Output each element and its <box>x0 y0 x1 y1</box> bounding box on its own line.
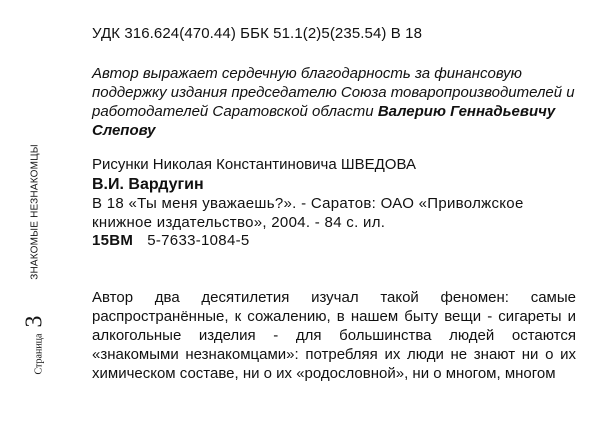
isbn-value: 5-7633-1084-5 <box>147 232 250 249</box>
bibliographic-record: В 18 «Ты меня уважаешь?». - Саратов: ОАО «Приволжское книжное издательство», 2004. - 84 с. ил. <box>92 195 524 231</box>
catalog-codes: УДК 316.624(470.44) ББК 51.1(2)5(235.54) В 18 <box>92 25 423 42</box>
page-number-marker <box>22 316 49 375</box>
isbn-line <box>92 232 250 249</box>
acknowledgement <box>92 64 576 140</box>
running-title: ЗНАКОМЫЕ НЕЗНАКОМЦЫ <box>29 144 41 280</box>
page-number: 3 <box>21 315 48 328</box>
sponsor-name: Валерию Геннадьевичу Слепову <box>92 103 556 139</box>
acknowledgement-text: Автор выражает сердечную благодарность за финансовую поддержку издания председателю Союза товаропроизводителей и работодателей Саратовской области <box>92 65 575 120</box>
page-word: Страница <box>33 333 45 375</box>
annotation-paragraph: Автор два десятилетия изучал такой феномен: самые распространённые, к сожалению, в нашем быту вещи - сигареты и алкогольные изделия - для большинства людей остаются «знакомыми незнакомцами»: потребляя их люди не знают ни о их химическом составе, ни о их «родословной», ни о многом, многом <box>92 289 576 382</box>
author-name: В.И. Вардугин <box>92 176 204 193</box>
illustrator-credit: Рисунки Николая Константиновича ШВЕДОВА <box>92 156 416 173</box>
isbn-label: 15ВМ <box>92 232 134 249</box>
